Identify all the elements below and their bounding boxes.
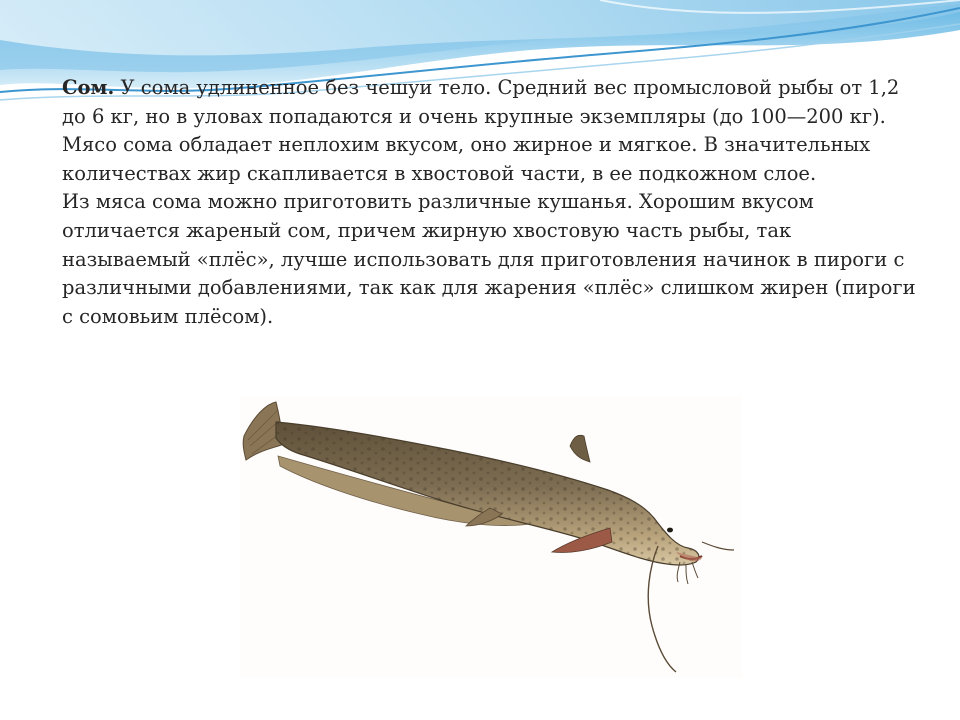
paragraph-intro-text: У сома удлиненное без чешуи тело. Средний вес промысловой рыбы от 1,2 до 6 кг, но в уловах попадаются и очень крупные экземпляры (до 100—200 кг).: [62, 76, 900, 128]
fish-eye: [667, 528, 673, 533]
catfish-illustration: [240, 396, 742, 678]
paragraph-intro: [62, 74, 922, 131]
paragraph-cooking: Из мяса сома можно приготовить различные кушанья. Хорошим вкусом отличается жареный сом, причем жирную хвостовую часть рыбы, так называемый «плёс», лучше использовать для приготовления начинок в пироги с различными добавлениями, так как для жарения «плёс» слишком жирен (пироги с сомовьим плёсом).: [62, 190, 916, 328]
article-text: [62, 74, 922, 331]
paragraph-lead-title: Сом.: [62, 76, 115, 99]
paragraph-meat: Мясо сома обладает неплохим вкусом, оно жирное и мягкое. В значительных количествах жир скапливается в хвостовой части, в ее подкожном слое.: [62, 133, 871, 185]
